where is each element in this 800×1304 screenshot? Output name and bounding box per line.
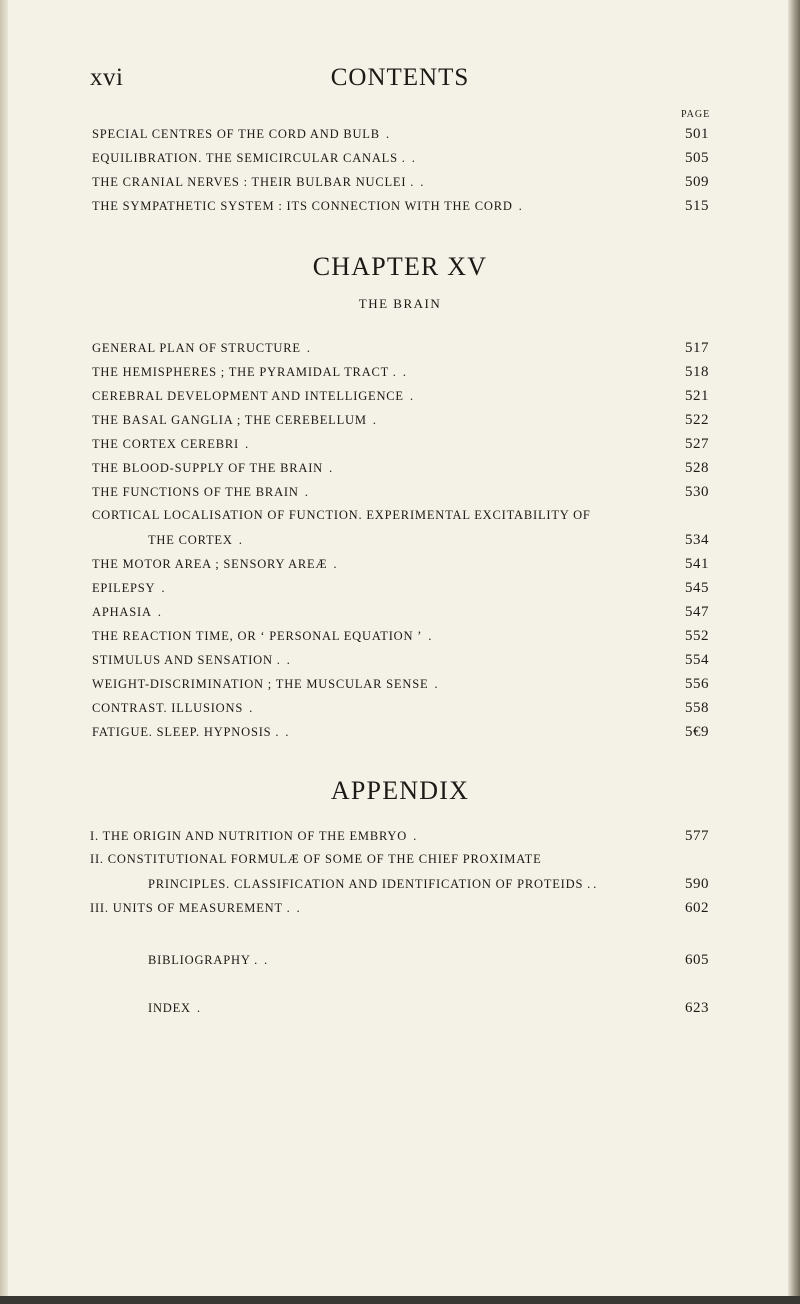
toc-entry — [92, 652, 709, 672]
toc-entry — [92, 580, 709, 600]
toc-entry-title: WEIGHT-DISCRIMINATION ; THE MUSCULAR SENSE — [92, 677, 429, 691]
page-column-label: PAGE — [681, 109, 711, 120]
toc-entry-title: APHASIA — [92, 605, 152, 619]
toc-entry-title: THE BASAL GANGLIA ; THE CEREBELLUM — [92, 413, 367, 427]
dot-leader — [305, 484, 667, 500]
toc-entry — [148, 1000, 709, 1020]
dot-leader — [161, 580, 667, 596]
dot-leader — [593, 876, 671, 892]
toc-entry — [92, 174, 709, 194]
toc-entry-title: III. UNITS OF MEASUREMENT . — [90, 901, 291, 915]
toc-entry-page: 528 — [685, 460, 709, 476]
toc-entry — [92, 484, 709, 504]
toc-entry-title: INDEX — [148, 1001, 191, 1015]
dot-leader — [158, 604, 667, 620]
dot-leader — [264, 952, 667, 968]
toc-entry-page: 545 — [685, 580, 709, 596]
toc-entry — [92, 676, 709, 696]
toc-entry — [92, 364, 709, 384]
page-header — [0, 64, 800, 96]
dot-leader — [420, 174, 667, 190]
toc-entry-title: THE MOTOR AREA ; SENSORY AREÆ — [92, 557, 328, 571]
toc-entry-title: THE CORTEX — [148, 533, 233, 547]
toc-entry-page: 517 — [685, 340, 709, 356]
toc-entry-page: 552 — [685, 628, 709, 644]
dot-leader — [285, 724, 667, 740]
toc-entry-page: 558 — [685, 700, 709, 716]
dot-leader — [434, 676, 667, 692]
toc-entry-title: THE REACTION TIME, OR ‘ PERSONAL EQUATION ’ — [92, 629, 423, 643]
toc-entry — [92, 724, 709, 744]
toc-entry-page: 541 — [685, 556, 709, 572]
toc-entry-title: THE CRANIAL NERVES : THEIR BULBAR NUCLEI . — [92, 175, 415, 189]
toc-entry-title: CORTICAL LOCALISATION OF FUNCTION. EXPERIMENTAL EXCITABILITY OF — [92, 508, 591, 522]
toc-entry-title: THE FUNCTIONS OF THE BRAIN — [92, 485, 299, 499]
toc-entry — [92, 556, 709, 576]
toc-entry — [90, 852, 709, 872]
toc-entry-page: 527 — [685, 436, 709, 452]
toc-entry — [92, 628, 709, 648]
toc-entry — [92, 412, 709, 432]
toc-entry-title: THE SYMPATHETIC SYSTEM : ITS CONNECTION WITH THE CORD — [92, 199, 513, 213]
dot-leader — [239, 532, 667, 548]
dot-leader — [197, 1000, 667, 1016]
toc-entry-page: 5€9 — [685, 724, 709, 740]
toc-entry-title: EQUILIBRATION. THE SEMICIRCULAR CANALS . — [92, 151, 406, 165]
toc-entry — [148, 876, 709, 896]
toc-entry-page: 554 — [685, 652, 709, 668]
toc-entry — [92, 436, 709, 456]
dot-leader — [329, 460, 667, 476]
toc-entry-page: 602 — [685, 900, 709, 916]
toc-entry — [92, 508, 709, 528]
dot-leader — [386, 126, 667, 142]
dot-leader — [519, 198, 667, 214]
toc-entry — [92, 126, 709, 146]
toc-entry — [92, 604, 709, 624]
toc-entry-page: 547 — [685, 604, 709, 620]
toc-entry-page: 521 — [685, 388, 709, 404]
toc-entry-page: 590 — [685, 876, 709, 892]
page-right-edge — [788, 0, 800, 1304]
dot-leader — [297, 900, 667, 916]
toc-entry-page: 534 — [685, 532, 709, 548]
chapter-subheading: THE BRAIN — [358, 296, 442, 311]
toc-entry-title: EPILEPSY — [92, 581, 156, 595]
toc-entry-title: CEREBRAL DEVELOPMENT AND INTELLIGENCE — [92, 389, 404, 403]
toc-entry-title: STIMULUS AND SENSATION . — [92, 653, 281, 667]
toc-entry-page: 605 — [685, 952, 709, 968]
dot-leader — [412, 150, 667, 166]
toc-entry-page: 505 — [685, 150, 709, 166]
page-number: xvi — [90, 64, 124, 91]
toc-entry-page: 577 — [685, 828, 709, 844]
dot-leader — [245, 436, 667, 452]
toc-entry-page: 522 — [685, 412, 709, 428]
toc-entry-title: THE BLOOD-SUPPLY OF THE BRAIN — [92, 461, 323, 475]
dot-leader — [373, 412, 667, 428]
dot-leader — [403, 364, 667, 380]
toc-entry-page: 556 — [685, 676, 709, 692]
toc-entry — [92, 340, 709, 360]
dot-leader — [333, 556, 667, 572]
dot-leader — [287, 652, 667, 668]
toc-entry-page: 515 — [685, 198, 709, 214]
appendix-heading: APPENDIX — [330, 776, 470, 805]
toc-entry-title: II. CONSTITUTIONAL FORMULÆ OF SOME OF THE CHIEF PROXIMATE — [90, 852, 542, 866]
page-left-edge — [0, 0, 8, 1304]
toc-entry-title: BIBLIOGRAPHY . — [148, 953, 259, 967]
toc-entry-title: FATIGUE. SLEEP. HYPNOSIS . — [92, 725, 280, 739]
toc-entry-title: PRINCIPLES. CLASSIFICATION AND IDENTIFICATION OF PROTEIDS . — [148, 877, 592, 891]
chapter-heading: CHAPTER XV — [312, 252, 488, 281]
toc-entry — [92, 700, 709, 720]
toc-entry-page: 530 — [685, 484, 709, 500]
toc-entry-title: THE CORTEX CEREBRI — [92, 437, 239, 451]
running-title: CONTENTS — [330, 64, 470, 91]
toc-entry-page: 509 — [685, 174, 709, 190]
toc-entry-page: 518 — [685, 364, 709, 380]
toc-entry — [90, 828, 709, 848]
toc-entry — [92, 460, 709, 480]
dot-leader — [249, 700, 667, 716]
toc-entry-page: 623 — [685, 1000, 709, 1016]
toc-entry-title: I. THE ORIGIN AND NUTRITION OF THE EMBRYO — [90, 829, 408, 843]
page-bottom-rule — [0, 1296, 800, 1304]
toc-entry-title: THE HEMISPHERES ; THE PYRAMIDAL TRACT . — [92, 365, 397, 379]
dot-leader — [428, 628, 667, 644]
dot-leader — [410, 388, 667, 404]
toc-entry-title: SPECIAL CENTRES OF THE CORD AND BULB — [92, 127, 380, 141]
dot-leader — [413, 828, 667, 844]
toc-entry — [148, 952, 709, 972]
toc-entry — [148, 532, 709, 552]
toc-entry-title: CONTRAST. ILLUSIONS — [92, 701, 244, 715]
toc-entry-page: 501 — [685, 126, 709, 142]
dot-leader — [307, 340, 667, 356]
toc-entry — [92, 198, 709, 218]
toc-entry-title: GENERAL PLAN OF STRUCTURE — [92, 341, 301, 355]
toc-entry — [90, 900, 709, 920]
toc-entry — [92, 150, 709, 170]
toc-entry — [92, 388, 709, 408]
